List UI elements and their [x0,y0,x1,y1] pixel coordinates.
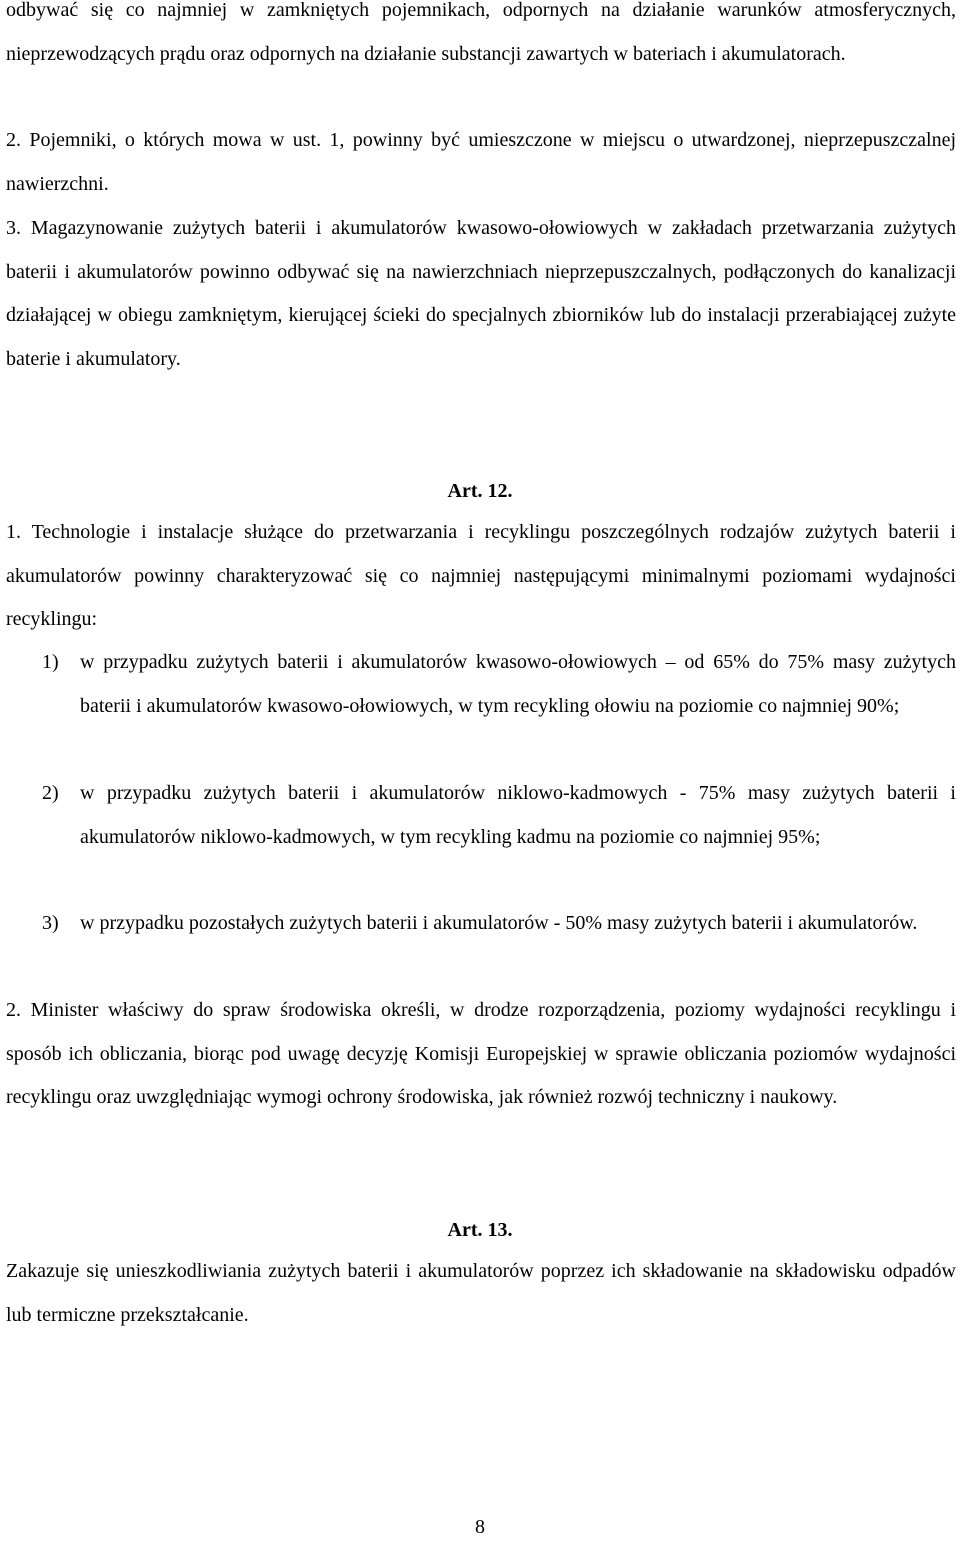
article-12-heading: Art. 12. [447,480,513,502]
list-item [6,902,956,946]
list-item-number: 3) [42,912,59,934]
paragraph-continuation: odbywać się co najmniej w zamkniętych pojemnikach, odpornych na działanie warunków atmosferycznych, nieprzewodzących prądu oraz odpornych na działanie substancji zawartych w bateriach i akumulatorach. [6,0,956,65]
article-12-paragraph-2: 2. Minister właściwy do spraw środowiska określi, w drodze rozporządzenia, poziomy wydajności recyklingu i sposób ich obliczania, biorąc pod uwagę decyzję Komisji Europejskiej w sprawie obliczania poziomów wydajności recyklingu oraz uwzględniając wymogi ochrony środowiska, jak również rozwój techniczny i naukowy. [6,999,956,1108]
article-13-heading: Art. 13. [447,1219,513,1241]
list-item-text: w przypadku pozostałych zużytych baterii i akumulatorów - 50% masy zużytych baterii i akumulatorów. [80,912,918,934]
paragraph-3: 3. Magazynowanie zużytych baterii i akumulatorów kwasowo-ołowiowych w zakładach przetwarzania zużytych baterii i akumulatorów powinno odbywać się na nawierzchniach nieprzepuszczalnych, podłączonych do kanalizacji działającej w obiegu zamkniętym, kierującej ścieki do specjalnych zbiorników lub do instalacji przerabiającej zużyte baterie i akumulatory. [6,217,956,370]
list-item-number: 1) [42,651,59,673]
list-item [6,772,956,859]
list-item-text: w przypadku zużytych baterii i akumulatorów kwasowo-ołowiowych – od 65% do 75% masy zużytych baterii i akumulatorów kwasowo-ołowiowych, w tym recykling ołowiu na poziomie co najmniej 90%; [80,651,956,717]
article-13-paragraph-1: Zakazuje się unieszkodliwiania zużytych baterii i akumulatorów poprzez ich składowanie na składowisku odpadów lub termiczne przekształcanie. [6,1260,956,1326]
page-number: 8 [475,1516,485,1538]
paragraph-2: 2. Pojemniki, o których mowa w ust. 1, powinny być umieszczone w miejscu o utwardzonej, nieprzepuszczalnej nawierzchni. [6,129,956,195]
list-item [6,641,956,728]
list-item-text: w przypadku zużytych baterii i akumulatorów niklowo-kadmowych - 75% masy zużytych baterii i akumulatorów niklowo-kadmowych, w tym recykling kadmu na poziomie co najmniej 95%; [80,782,956,848]
list-item-number: 2) [42,782,59,804]
article-12-paragraph-1: 1. Technologie i instalacje służące do przetwarzania i recyklingu poszczególnych rodzajów zużytych baterii i akumulatorów powinny charakteryzować się co najmniej następującymi minimalnymi poziomami wydajności recyklingu: [6,521,956,630]
